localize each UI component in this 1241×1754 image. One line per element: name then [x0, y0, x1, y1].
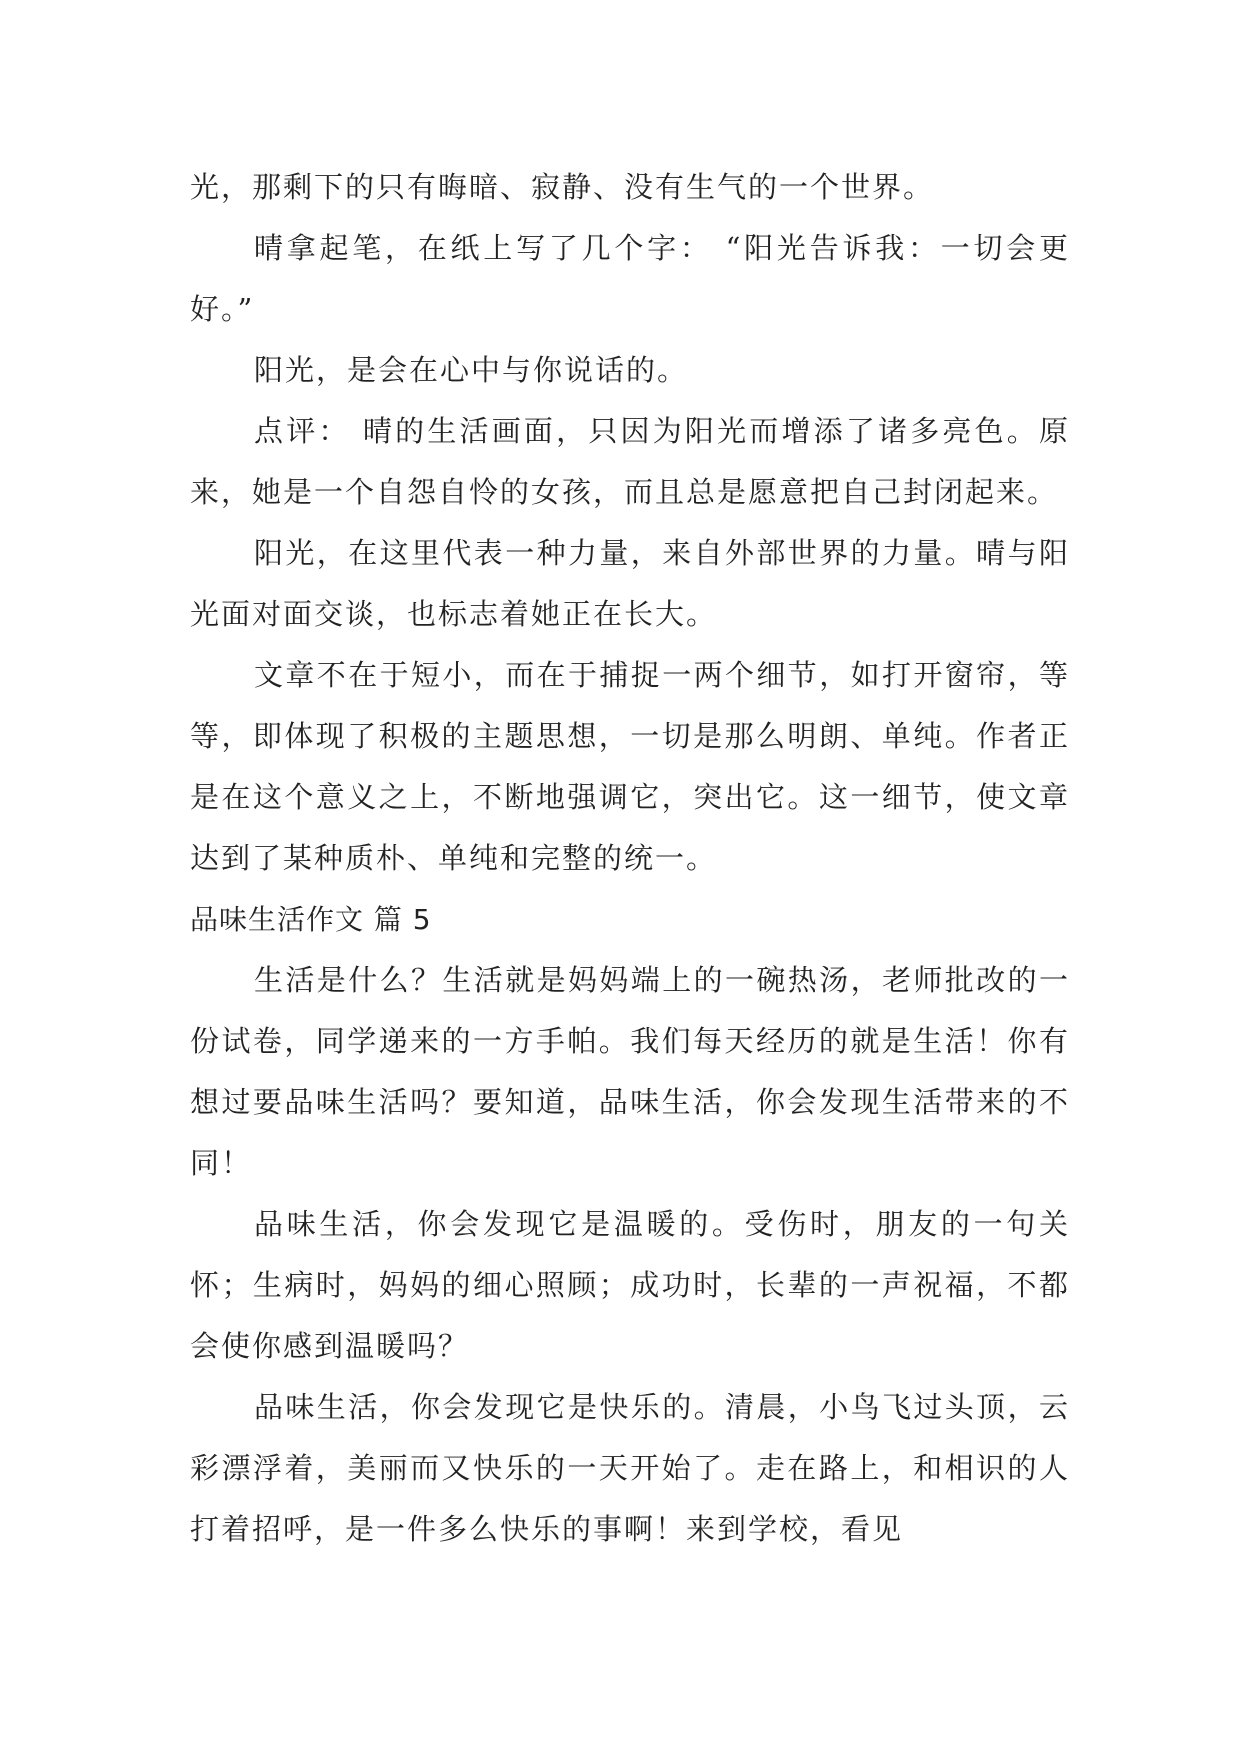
paragraph: 文章不在于短小，而在于捕捉一两个细节，如打开窗帘，等等，即体现了积极的主题思想，一切是那么明朗、单纯。作者正是在这个意义之上，不断地强调它，突出它。这一细节，使文章达到了某种质朴、单纯和完整的统一。: [190, 658, 1070, 875]
paragraph: 品味生活，你会发现它是快乐的。清晨，小鸟飞过头顶，云彩漂浮着，美丽而又快乐的一天开始了。走在路上，和相识的人打着招呼，是一件多么快乐的事啊！来到学校，看见: [190, 1390, 1070, 1546]
document-body: [190, 157, 1070, 1560]
paragraph: 品味生活，你会发现它是温暖的。受伤时，朋友的一句关怀；生病时，妈妈的细心照顾；成功时，长辈的一声祝福，不都会使你感到温暖吗？: [190, 1207, 1070, 1363]
paragraph: 阳光，在这里代表一种力量，来自外部世界的力量。晴与阳光面对面交谈，也标志着她正在长大。: [190, 536, 1070, 631]
paragraph-review: 点评： 晴的生活画面，只因为阳光而增添了诸多亮色。原来，她是一个自怨自怜的女孩，而且总是愿意把自己封闭起来。: [190, 414, 1070, 509]
section-heading: 品味生活作文 篇 5: [190, 903, 432, 936]
paragraph: 生活是什么？生活就是妈妈端上的一碗热汤，老师批改的一份试卷，同学递来的一方手帕。我们每天经历的就是生活！你有想过要品味生活吗？要知道，品味生活，你会发现生活带来的不同！: [190, 963, 1070, 1180]
paragraph: 光，那剩下的只有晦暗、寂静、没有生气的一个世界。: [190, 170, 935, 204]
paragraph: 晴拿起笔，在纸上写了几个字： “阳光告诉我：一切会更好。”: [190, 231, 1070, 326]
paragraph: 阳光，是会在心中与你说话的。: [254, 353, 689, 387]
